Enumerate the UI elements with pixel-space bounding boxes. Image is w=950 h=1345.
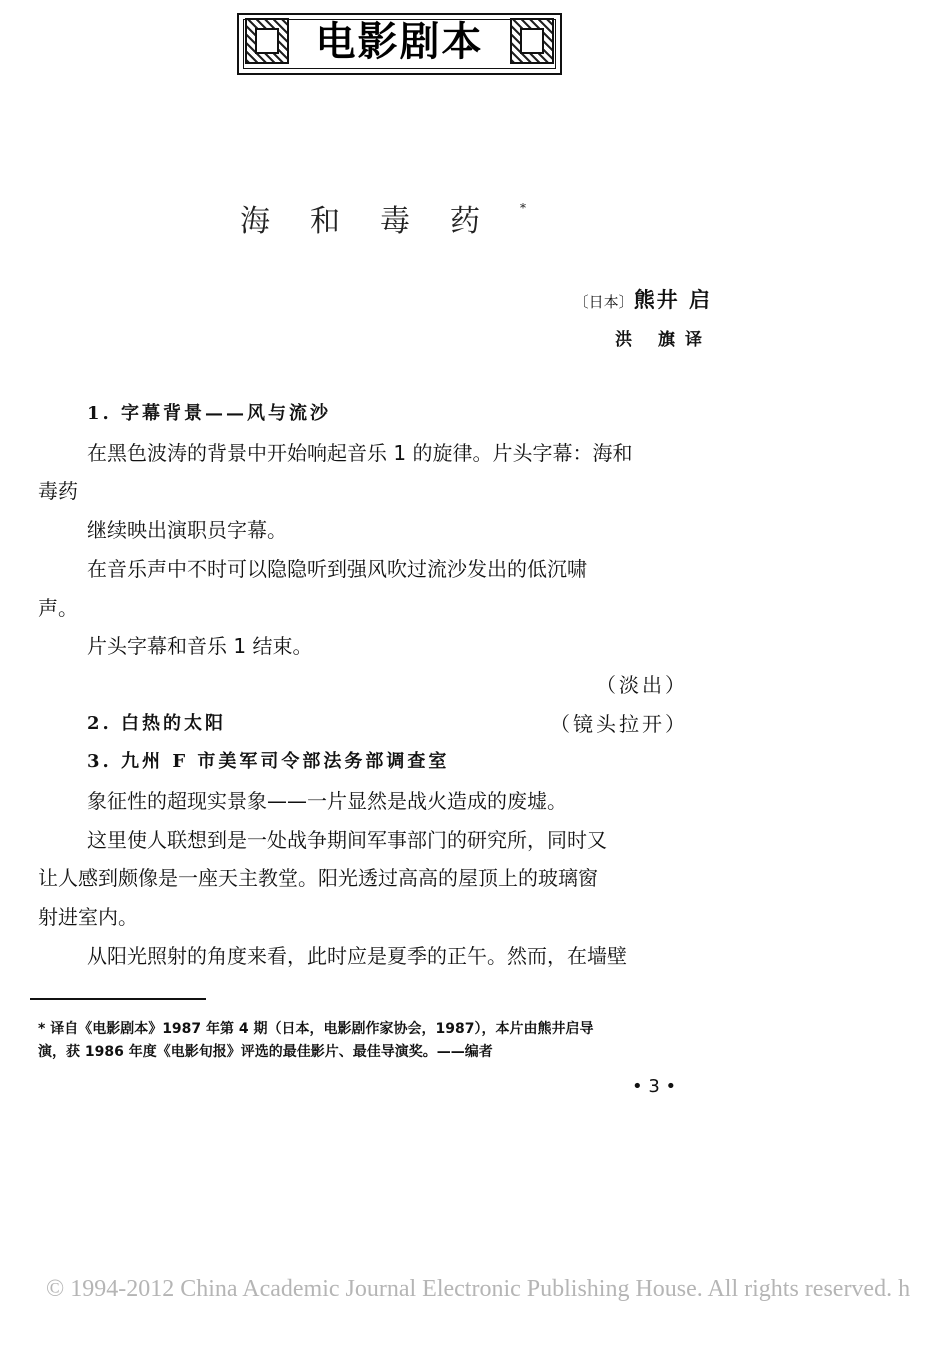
translator-line: 洪 旗译 (615, 330, 712, 350)
body-line: 2. 白热的太阳 (87, 712, 227, 734)
body-line-right-note: （镜头拉开） (550, 711, 688, 736)
banner-title: 电影剧本 (315, 19, 484, 65)
body-line: 片头字幕和音乐 1 结束。 (87, 634, 313, 659)
body-line: （淡出） (596, 672, 688, 697)
body-line: 3. 九州 F 市美军司令部法务部调查室 (87, 751, 450, 773)
body-line: 声。 (38, 595, 78, 620)
author-line (574, 284, 712, 314)
page-number: • 3 • (632, 1076, 677, 1097)
journal-banner (237, 13, 562, 75)
copyright-watermark: © 1994-2012 China Academic Journal Electronic Publishing House. All rights reserved. h (46, 1276, 911, 1302)
body-line: 在黑色波涛的背景中开始响起音乐 1 的旋律。片头字幕：海和 (87, 440, 633, 465)
body-line: 从阳光照射的角度来看，此时应是夏季的正午。然而，在墙壁 (87, 943, 627, 968)
footnote-line-2: 演，获 1986 年度《电影旬报》评选的最佳影片、最佳导演奖。——编者 (38, 1044, 493, 1060)
article-title-block (240, 196, 526, 240)
left-seal-icon (245, 18, 289, 64)
body-line: 继续映出演职员字幕。 (87, 518, 287, 543)
author-name: 熊井 启 (633, 288, 712, 312)
body-line: 射进室内。 (38, 905, 138, 930)
body-line: 这里使人联想到是一处战争期间军事部门的研究所，同时又 (87, 827, 607, 852)
footnote-rule (30, 998, 206, 1000)
title-footnote-mark: * (520, 201, 526, 215)
body-line: 让人感到颇像是一座天主教堂。阳光透过高高的屋顶上的玻璃窗 (38, 866, 598, 891)
author-country: 〔日本〕 (573, 293, 634, 311)
body-line: 在音乐声中不时可以隐隐听到强风吹过流沙发出的低沉啸 (87, 556, 587, 581)
body-line: 毒药 (38, 479, 78, 504)
article-title: 海和毒药 (240, 204, 520, 239)
body-line: 1. 字幕背景——风与流沙 (87, 403, 332, 424)
body-line: 象征性的超现实景象——一片显然是战火造成的废墟。 (87, 789, 567, 813)
footnote-line-1: * 译自《电影剧本》1987 年第 4 期（日本，电影剧作家协会，1987），本片由熊井启导 (38, 1021, 594, 1037)
right-seal-icon (510, 18, 554, 64)
